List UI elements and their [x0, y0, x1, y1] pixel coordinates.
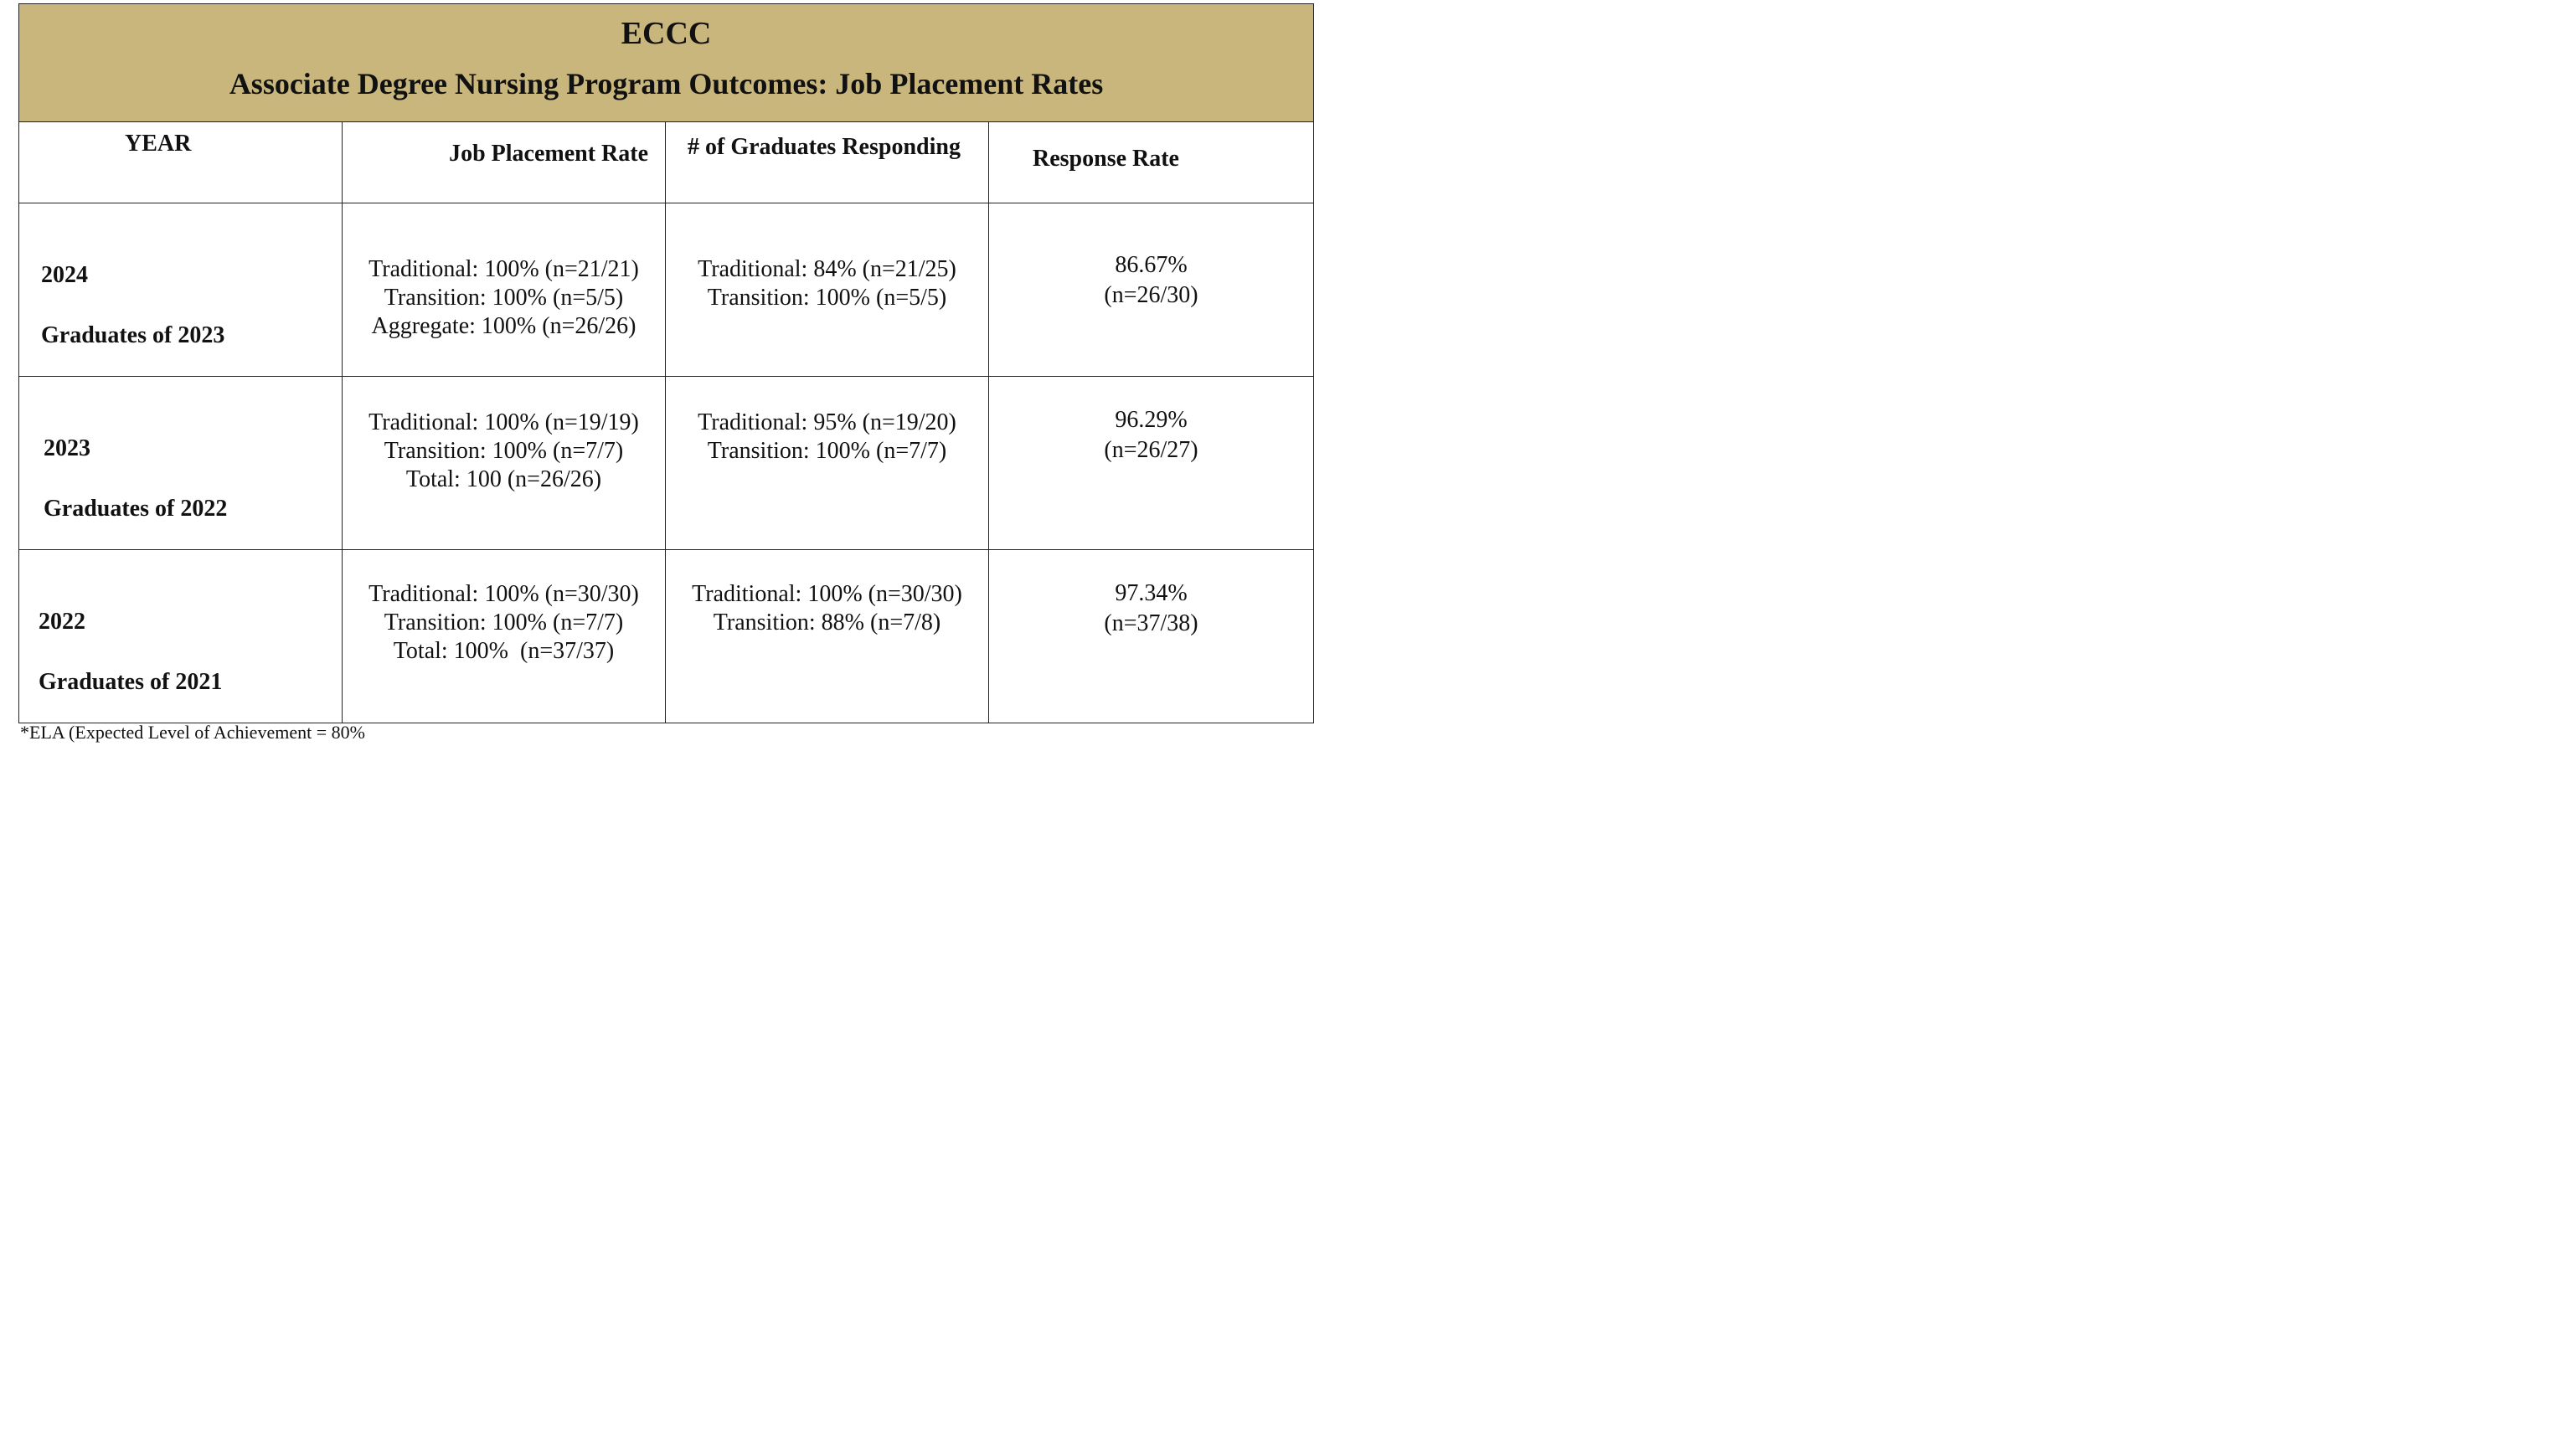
responding-line: Traditional: 100% (n=30/30) — [692, 581, 962, 607]
job-placement-line: Traditional: 100% (n=30/30) — [368, 581, 639, 607]
job-placement-line: Transition: 100% (n=7/7) — [384, 438, 624, 464]
job-placement-line: Transition: 100% (n=7/7) — [384, 610, 624, 635]
institution-title: ECCC — [621, 16, 712, 51]
table-row — [19, 550, 1314, 723]
table-title-cell — [19, 4, 1314, 122]
response-rate-cell — [989, 203, 1314, 377]
year-cell — [19, 377, 343, 550]
header-row — [19, 122, 1314, 203]
job-placement-cell — [343, 203, 666, 377]
job-placement-cell — [343, 377, 666, 550]
column-header-graduates-responding: # of Graduates Responding — [666, 122, 989, 203]
table-row — [19, 377, 1314, 550]
response-rate-cell — [989, 550, 1314, 723]
job-placement-line: Total: 100% (n=37/37) — [393, 638, 615, 664]
column-header-response-rate: Response Rate — [989, 122, 1314, 203]
year-label: 2024 — [41, 262, 88, 288]
graduates-responding-cell — [666, 377, 989, 550]
response-rate-count: (n=26/27) — [1104, 437, 1198, 463]
year-cell — [19, 550, 343, 723]
ela-footnote: *ELA (Expected Level of Achievement = 80% — [20, 722, 365, 743]
responding-line: Transition: 100% (n=5/5) — [707, 285, 947, 311]
job-placement-cell — [343, 550, 666, 723]
year-cell — [19, 203, 343, 377]
response-rate-value: 86.67% — [1115, 252, 1188, 278]
job-placement-outcomes-table — [18, 3, 1314, 723]
table-row — [19, 203, 1314, 377]
response-rate-cell — [989, 377, 1314, 550]
graduates-label: Graduates of 2021 — [39, 669, 223, 695]
response-rate-count: (n=26/30) — [1104, 282, 1198, 308]
column-header-job-placement-rate: Job Placement Rate — [343, 122, 666, 203]
responding-line: Transition: 100% (n=7/7) — [707, 438, 947, 464]
response-rate-value: 96.29% — [1115, 407, 1188, 433]
graduates-responding-cell — [666, 550, 989, 723]
table-title: Associate Degree Nursing Program Outcomes: Job Placement Rates — [229, 67, 1104, 100]
job-placement-line: Traditional: 100% (n=19/19) — [368, 409, 639, 435]
job-placement-line: Total: 100 (n=26/26) — [405, 466, 602, 492]
response-rate-value: 97.34% — [1115, 580, 1188, 606]
response-rate-count: (n=37/38) — [1104, 610, 1198, 636]
graduates-label: Graduates of 2022 — [44, 496, 228, 522]
graduates-responding-cell — [666, 203, 989, 377]
year-label: 2022 — [39, 609, 85, 635]
job-placement-line: Aggregate: 100% (n=26/26) — [371, 313, 636, 339]
year-label: 2023 — [44, 435, 90, 461]
job-placement-line: Transition: 100% (n=5/5) — [384, 285, 624, 311]
graduates-label: Graduates of 2023 — [41, 322, 225, 348]
job-placement-line: Traditional: 100% (n=21/21) — [368, 256, 639, 282]
responding-line: Transition: 88% (n=7/8) — [713, 610, 941, 635]
column-header-year: YEAR — [19, 122, 343, 203]
responding-line: Traditional: 95% (n=19/20) — [698, 409, 956, 435]
title-row — [19, 4, 1314, 122]
responding-line: Traditional: 84% (n=21/25) — [698, 256, 956, 282]
